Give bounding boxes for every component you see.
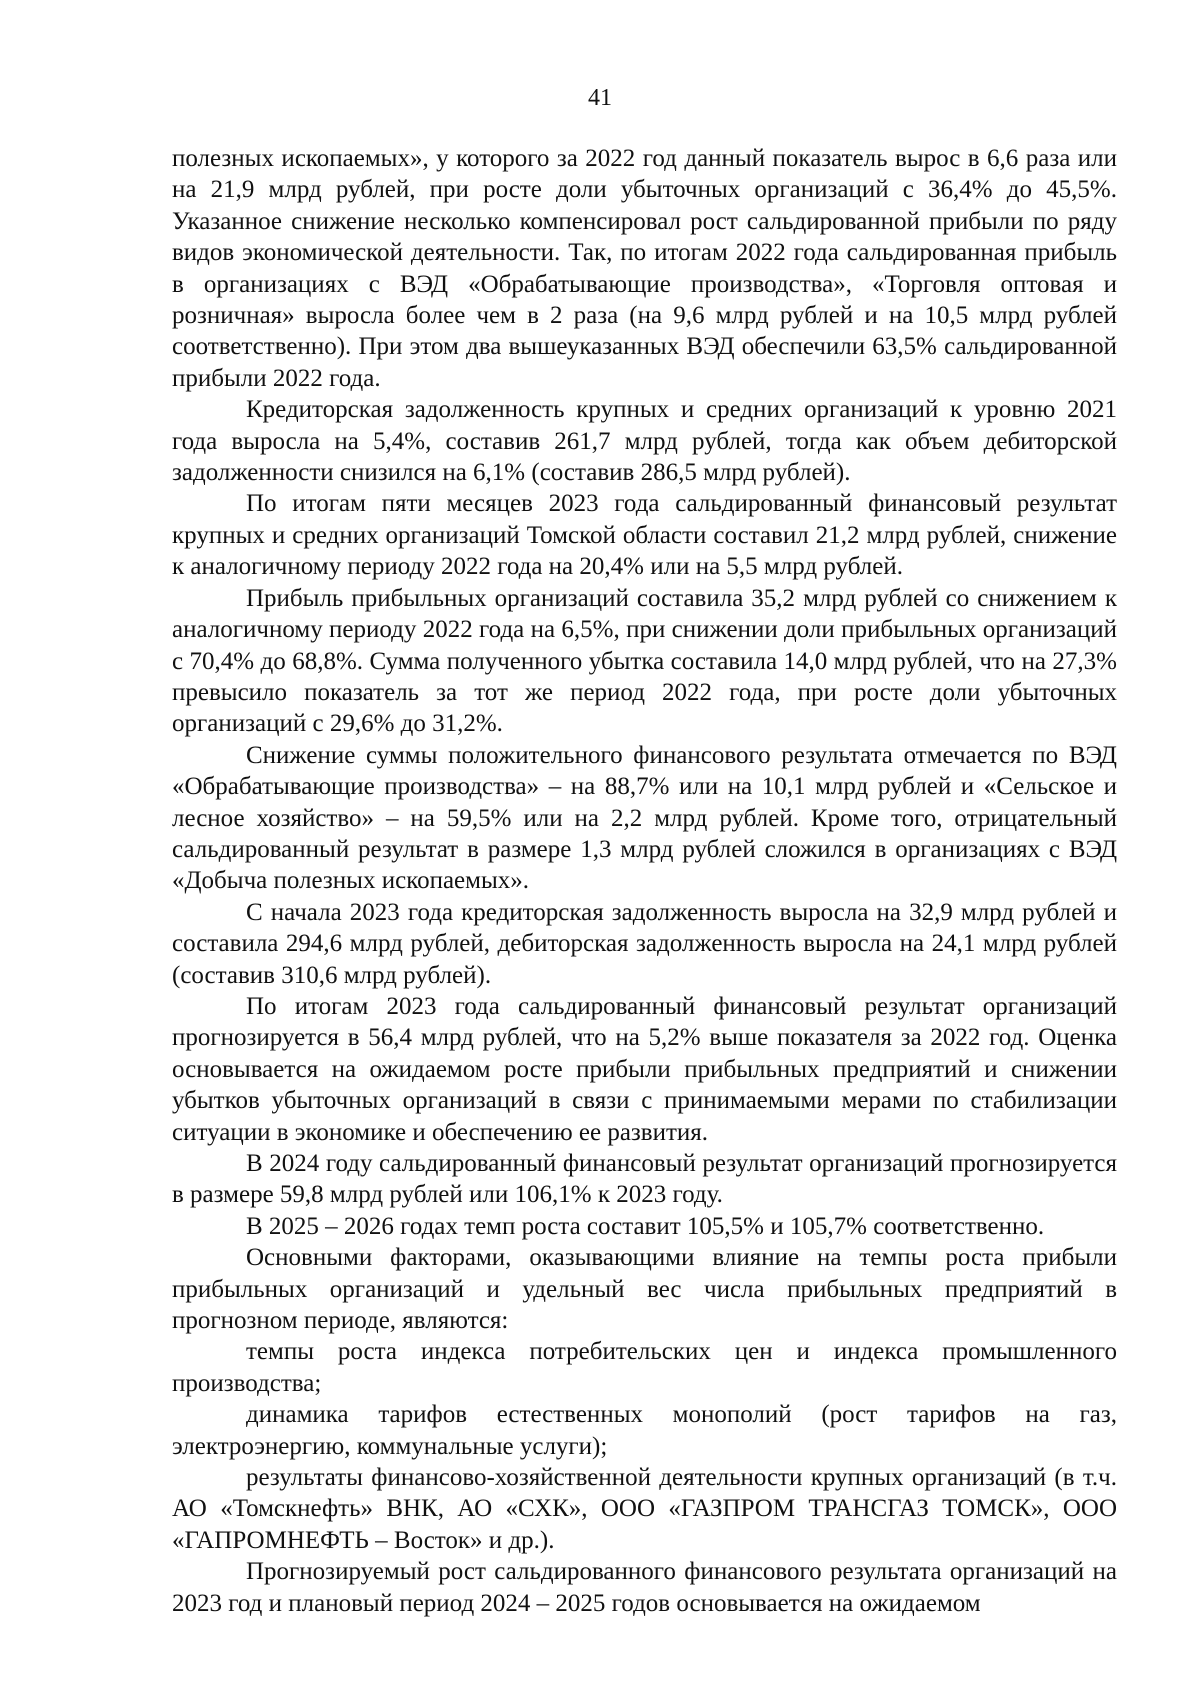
list-item: темпы роста индекса потребительских цен и индекса промышленного производства; bbox=[172, 1338, 1117, 1397]
paragraph: С начала 2023 года кредиторская задолженность выросла на 32,9 млрд рублей и составила 294,6 млрд рублей, дебиторская задолженность выросла на 24,1 млрд рублей (составив 310,6 млрд рублей). bbox=[172, 898, 1117, 989]
page-number: 41 bbox=[588, 85, 612, 111]
list-item: динамика тарифов естественных монополий (рост тарифов на газ, электроэнергию, коммунальные услуги); bbox=[172, 1401, 1117, 1460]
list-item: результаты финансово-хозяйственной деятельности крупных организаций (в т.ч. АО «Томскнефть» ВНК, АО «СХК», ООО «ГАЗПРОМ ТРАНСГАЗ ТОМСК», ООО «ГАПРОМНЕФТЬ – Восток» и др.). bbox=[172, 1464, 1117, 1554]
document-body bbox=[172, 143, 1117, 1619]
paragraph: Прогнозируемый рост сальдированного финансового результата организаций на 2023 год и плановый период 2024 – 2025 годов основывается на ожидаемом bbox=[172, 1558, 1117, 1617]
paragraph-continuation: полезных ископаемых», у которого за 2022 год данный показатель вырос в 6,6 раза или на 21,9 млрд рублей, при росте доли убыточных организаций с 36,4% до 45,5%. Указанное снижение несколько компенсировал рост сальдированной прибыли по ряду видов экономической деятельности. Так, по итогам 2022 года сальдированная прибыль в организациях с ВЭД «Обрабатывающие производства», «Торговля оптовая и розничная» выросла более чем в 2 раза (на 9,6 млрд рублей и на 10,5 млрд рублей соответственно). При этом два вышеуказанных ВЭД обеспечили 63,5% сальдированной прибыли 2022 года. bbox=[172, 145, 1117, 392]
paragraph: По итогам 2023 года сальдированный финансовый результат организаций прогнозируется в 56,4 млрд рублей, что на 5,2% выше показателя за 2022 год. Оценка основывается на ожидаемом росте прибыли прибыльных предприятий и снижении убытков убыточных организаций в связи с принимаемыми мерами по стабилизации ситуации в экономике и обеспечению ее развития. bbox=[172, 992, 1117, 1146]
paragraph: В 2024 году сальдированный финансовый результат организаций прогнозируется в размере 59,8 млрд рублей или 106,1% к 2023 году. bbox=[172, 1150, 1117, 1209]
paragraph: Прибыль прибыльных организаций составила 35,2 млрд рублей со снижением к аналогичному периоду 2022 года на 6,5%, при снижении доли прибыльных организаций с 70,4% до 68,8%. Сумма полученного убытка составила 14,0 млрд рублей, что на 27,3% превысило показатель за тот же период 2022 года, при росте доли убыточных организаций с 29,6% до 31,2%. bbox=[172, 584, 1117, 738]
paragraph: Снижение суммы положительного финансового результата отмечается по ВЭД «Обрабатывающие производства» – на 88,7% или на 10,1 млрд рублей и «Сельское и лесное хозяйство» – на 59,5% или на 2,2 млрд рублей. Кроме того, отрицательный сальдированный результат в размере 1,3 млрд рублей сложился в организациях с ВЭД «Добыча полезных ископаемых». bbox=[172, 741, 1117, 895]
paragraph: Основными факторами, оказывающими влияние на темпы роста прибыли прибыльных организаций и удельный вес числа прибыльных предприятий в прогнозном периоде, являются: bbox=[172, 1244, 1117, 1335]
paragraph: По итогам пяти месяцев 2023 года сальдированный финансовый результат крупных и средних организаций Томской области составил 21,2 млрд рублей, снижение к аналогичному периоду 2022 года на 20,4% или на 5,5 млрд рублей. bbox=[172, 490, 1117, 581]
paragraph: Кредиторская задолженность крупных и средних организаций к уровню 2021 года выросла на 5,4%, составив 261,7 млрд рублей, тогда как объем дебиторской задолженности снизился на 6,1% (составив 286,5 млрд рублей). bbox=[172, 396, 1117, 487]
paragraph: В 2025 – 2026 годах темп роста составит 105,5% и 105,7% соответственно. bbox=[246, 1212, 1045, 1240]
